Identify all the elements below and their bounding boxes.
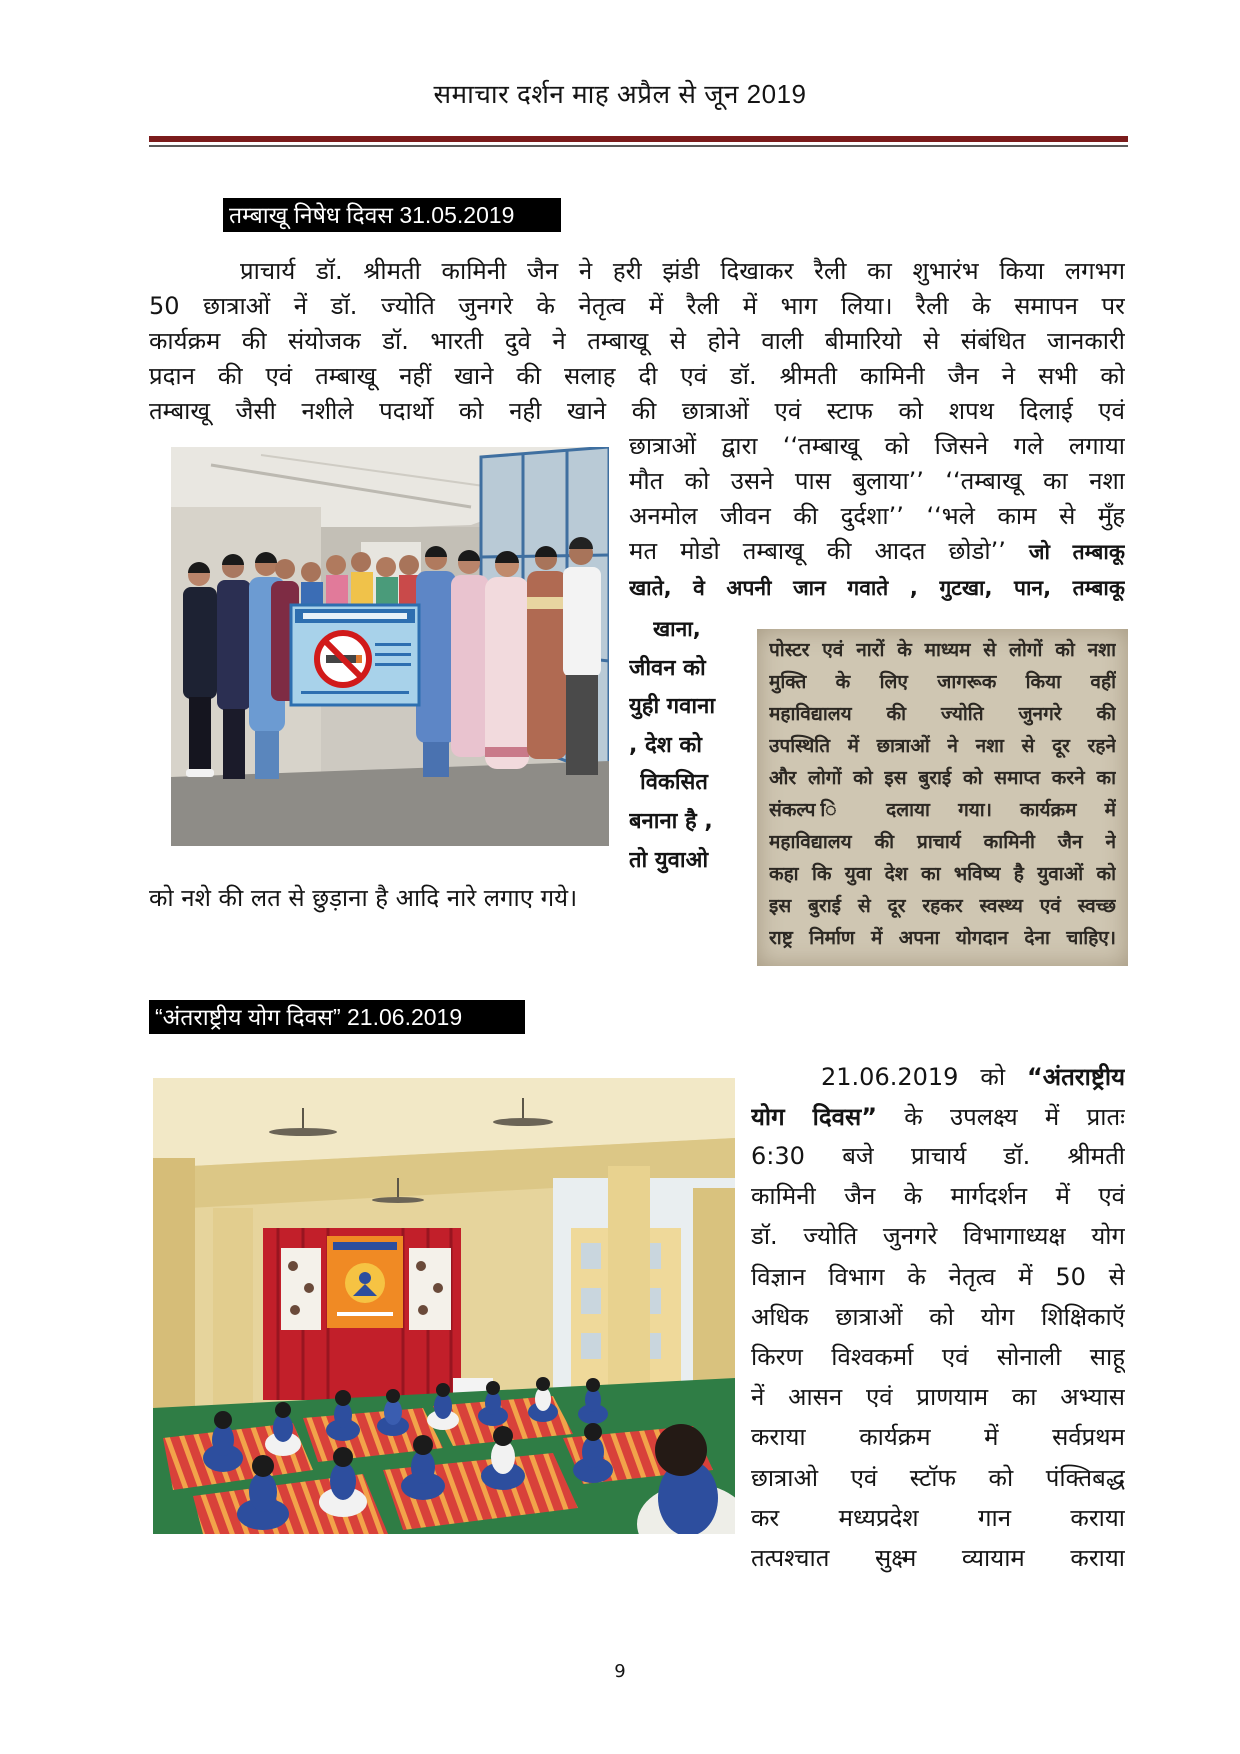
- section-heading-tobacco-day: तम्बाखू निषेध दिवस 31.05.2019: [223, 198, 561, 232]
- narrow-slogan-line: युही गवाना: [629, 694, 716, 719]
- section-heading-yoga-day: “अंतराष्ट्रीय योग दिवस” 21.06.2019: [149, 1000, 525, 1034]
- clipping-line: महाविद्यालय की ज्योति जुनगरे की: [769, 703, 1116, 725]
- paragraph-line: तम्बाखू जैसी नशीले पदार्थो को नही खाने की छात्राओं एवं स्टाफ को शपथ दिलाई एवं: [149, 397, 1125, 425]
- clipping-line: और लोगों को इस बुराई को समाप्त करने का: [769, 767, 1116, 789]
- yoga-text-line: कर मध्यप्रदेश गान कराया: [751, 1504, 1125, 1532]
- yoga-date: 21.06.2019: [821, 1063, 959, 1091]
- yoga-intro-ko: को: [980, 1063, 1006, 1091]
- slogan-text-line: अनमोल जीवन की दुर्दशा’’ ‘‘भले काम से मुँह: [629, 502, 1125, 530]
- narrow-slogan-line: जीवन को: [629, 656, 706, 681]
- slogan-text-line: मौत को उसने पास बुलाया’’ ‘‘तम्बाखू का नशा: [629, 467, 1125, 495]
- yoga-text-line: डॉ. ज्योति जुनगरे विभागाध्यक्ष योग: [751, 1222, 1125, 1250]
- paragraph-line: प्रदान की एवं तम्बाखू नहीं खाने की सलाह दी एवं डॉ. श्रीमती कामिनी जैन ने सभी को: [149, 362, 1125, 390]
- slogan-line-continued: खाना,: [653, 617, 701, 641]
- yoga-intro-line: [821, 1061, 1125, 1093]
- clipping-line: मुक्ति के लिए जागरूक किया वहीं: [769, 671, 1116, 693]
- narrow-slogan-line: तो युवाओ: [629, 848, 709, 873]
- yoga-text-line: तत्पश्चात सुक्ष्म व्यायाम कराया: [751, 1544, 1125, 1572]
- yoga-day-photo: [153, 1078, 735, 1534]
- yoga-photo-illustration: [153, 1078, 735, 1534]
- narrow-slogan-line: विकसित: [640, 770, 708, 795]
- rally-photo-illustration: [171, 447, 609, 846]
- yoga-text-line: नें आसन एवं प्राणयाम का अभ्यास: [751, 1383, 1125, 1411]
- closing-line: को नशे की लत से छुड़ाना है आदि नारे लगाए गये।: [149, 884, 578, 912]
- clipping-line: कहा कि युवा देश का भविष्य है युवाओं को: [769, 863, 1116, 885]
- yoga-line-2: [751, 1101, 1125, 1133]
- narrow-slogan-line: , देश को: [629, 733, 702, 758]
- yoga-text-line: किरण विश्वकर्मा एवं सोनाली साहू: [751, 1343, 1125, 1371]
- tobacco-rally-photo: [171, 447, 609, 846]
- yoga-text-line: विज्ञान विभाग के नेतृत्व में 50 से: [751, 1263, 1125, 1291]
- newsletter-title: समाचार दर्शन माह अप्रैल से जून 2019: [433, 79, 807, 109]
- header-rule-thick: [149, 136, 1128, 142]
- yoga-text-line: 6:30 बजे प्राचार्य डॉ. श्रीमती: [751, 1142, 1125, 1170]
- yoga-line-2-bold: योग दिवस”: [751, 1103, 877, 1131]
- header-rule-thin: [149, 145, 1128, 147]
- paragraph-line: 50 छात्राओं नें डॉ. ज्योति जुनगरे के नेतृत्व में रैली में भाग लिया। रैली के समापन पर: [149, 292, 1125, 320]
- clipping-line: पोस्टर एवं नारों के माध्यम से लोगों को नशा: [769, 639, 1116, 661]
- yoga-line-2-rest: के उपलक्ष्य में प्रातः: [904, 1103, 1125, 1131]
- clipping-line: उपस्थिति में छात्राओं ने नशा से दूर रहने: [769, 735, 1116, 757]
- yoga-text-line: कामिनी जैन के मार्गदर्शन में एवं: [751, 1182, 1125, 1210]
- yoga-text-line: छात्राओ एवं स्टॉफ को पंक्तिबद्ध: [751, 1464, 1125, 1492]
- page-number: 9: [614, 1661, 626, 1682]
- clipping-line: इस बुराई से दूर रहकर स्वस्थ्य एवं स्वच्छ: [769, 895, 1116, 917]
- slogan-text-line: छात्राओं द्वारा ‘‘तम्बाखू को जिसने गले लगाया: [629, 432, 1125, 460]
- paragraph-line: कार्यक्रम की संयोजक डॉ. भारती दुवे ने तम्बाखू से होने वाली बीमारियो से संबंधित जानकारी: [149, 327, 1125, 355]
- clipping-line: महाविद्यालय की प्राचार्य कामिनी जैन ने: [769, 831, 1116, 853]
- yoga-intro-bold: “अंतराष्ट्रीय: [1027, 1063, 1125, 1091]
- newspaper-clipping: [757, 629, 1128, 966]
- clipping-line: संकल्प ि दलाया गया। कार्यक्रम में: [769, 799, 1116, 821]
- paragraph-line: प्राचार्य डॉ. श्रीमती कामिनी जैन ने हरी झंडी दिखाकर रैली का शुभारंभ किया लगभग: [240, 257, 1125, 285]
- no-smoking-banner: [291, 605, 419, 705]
- slogan-line: खाते, वे अपनी जान गवाते , गुटखा, पान, तम्बाकू: [629, 576, 1125, 600]
- slogan-text-line-mixed: [629, 535, 1125, 567]
- slogan-text-bold: जो तम्बाकू: [1028, 540, 1125, 564]
- yoga-text-line: कराया कार्यक्रम में सर्वप्रथम: [751, 1423, 1125, 1451]
- narrow-slogan-line: बनाना है ,: [629, 809, 713, 834]
- yoga-text-line: अधिक छात्राओं को योग शिक्षिकाऍ: [751, 1303, 1125, 1331]
- clipping-line: राष्ट्र निर्माण में अपना योगदान देना चाहिए।: [769, 927, 1116, 949]
- slogan-text-normal: मत मोडो तम्बाखू की आदत छोडो’’: [629, 537, 1006, 565]
